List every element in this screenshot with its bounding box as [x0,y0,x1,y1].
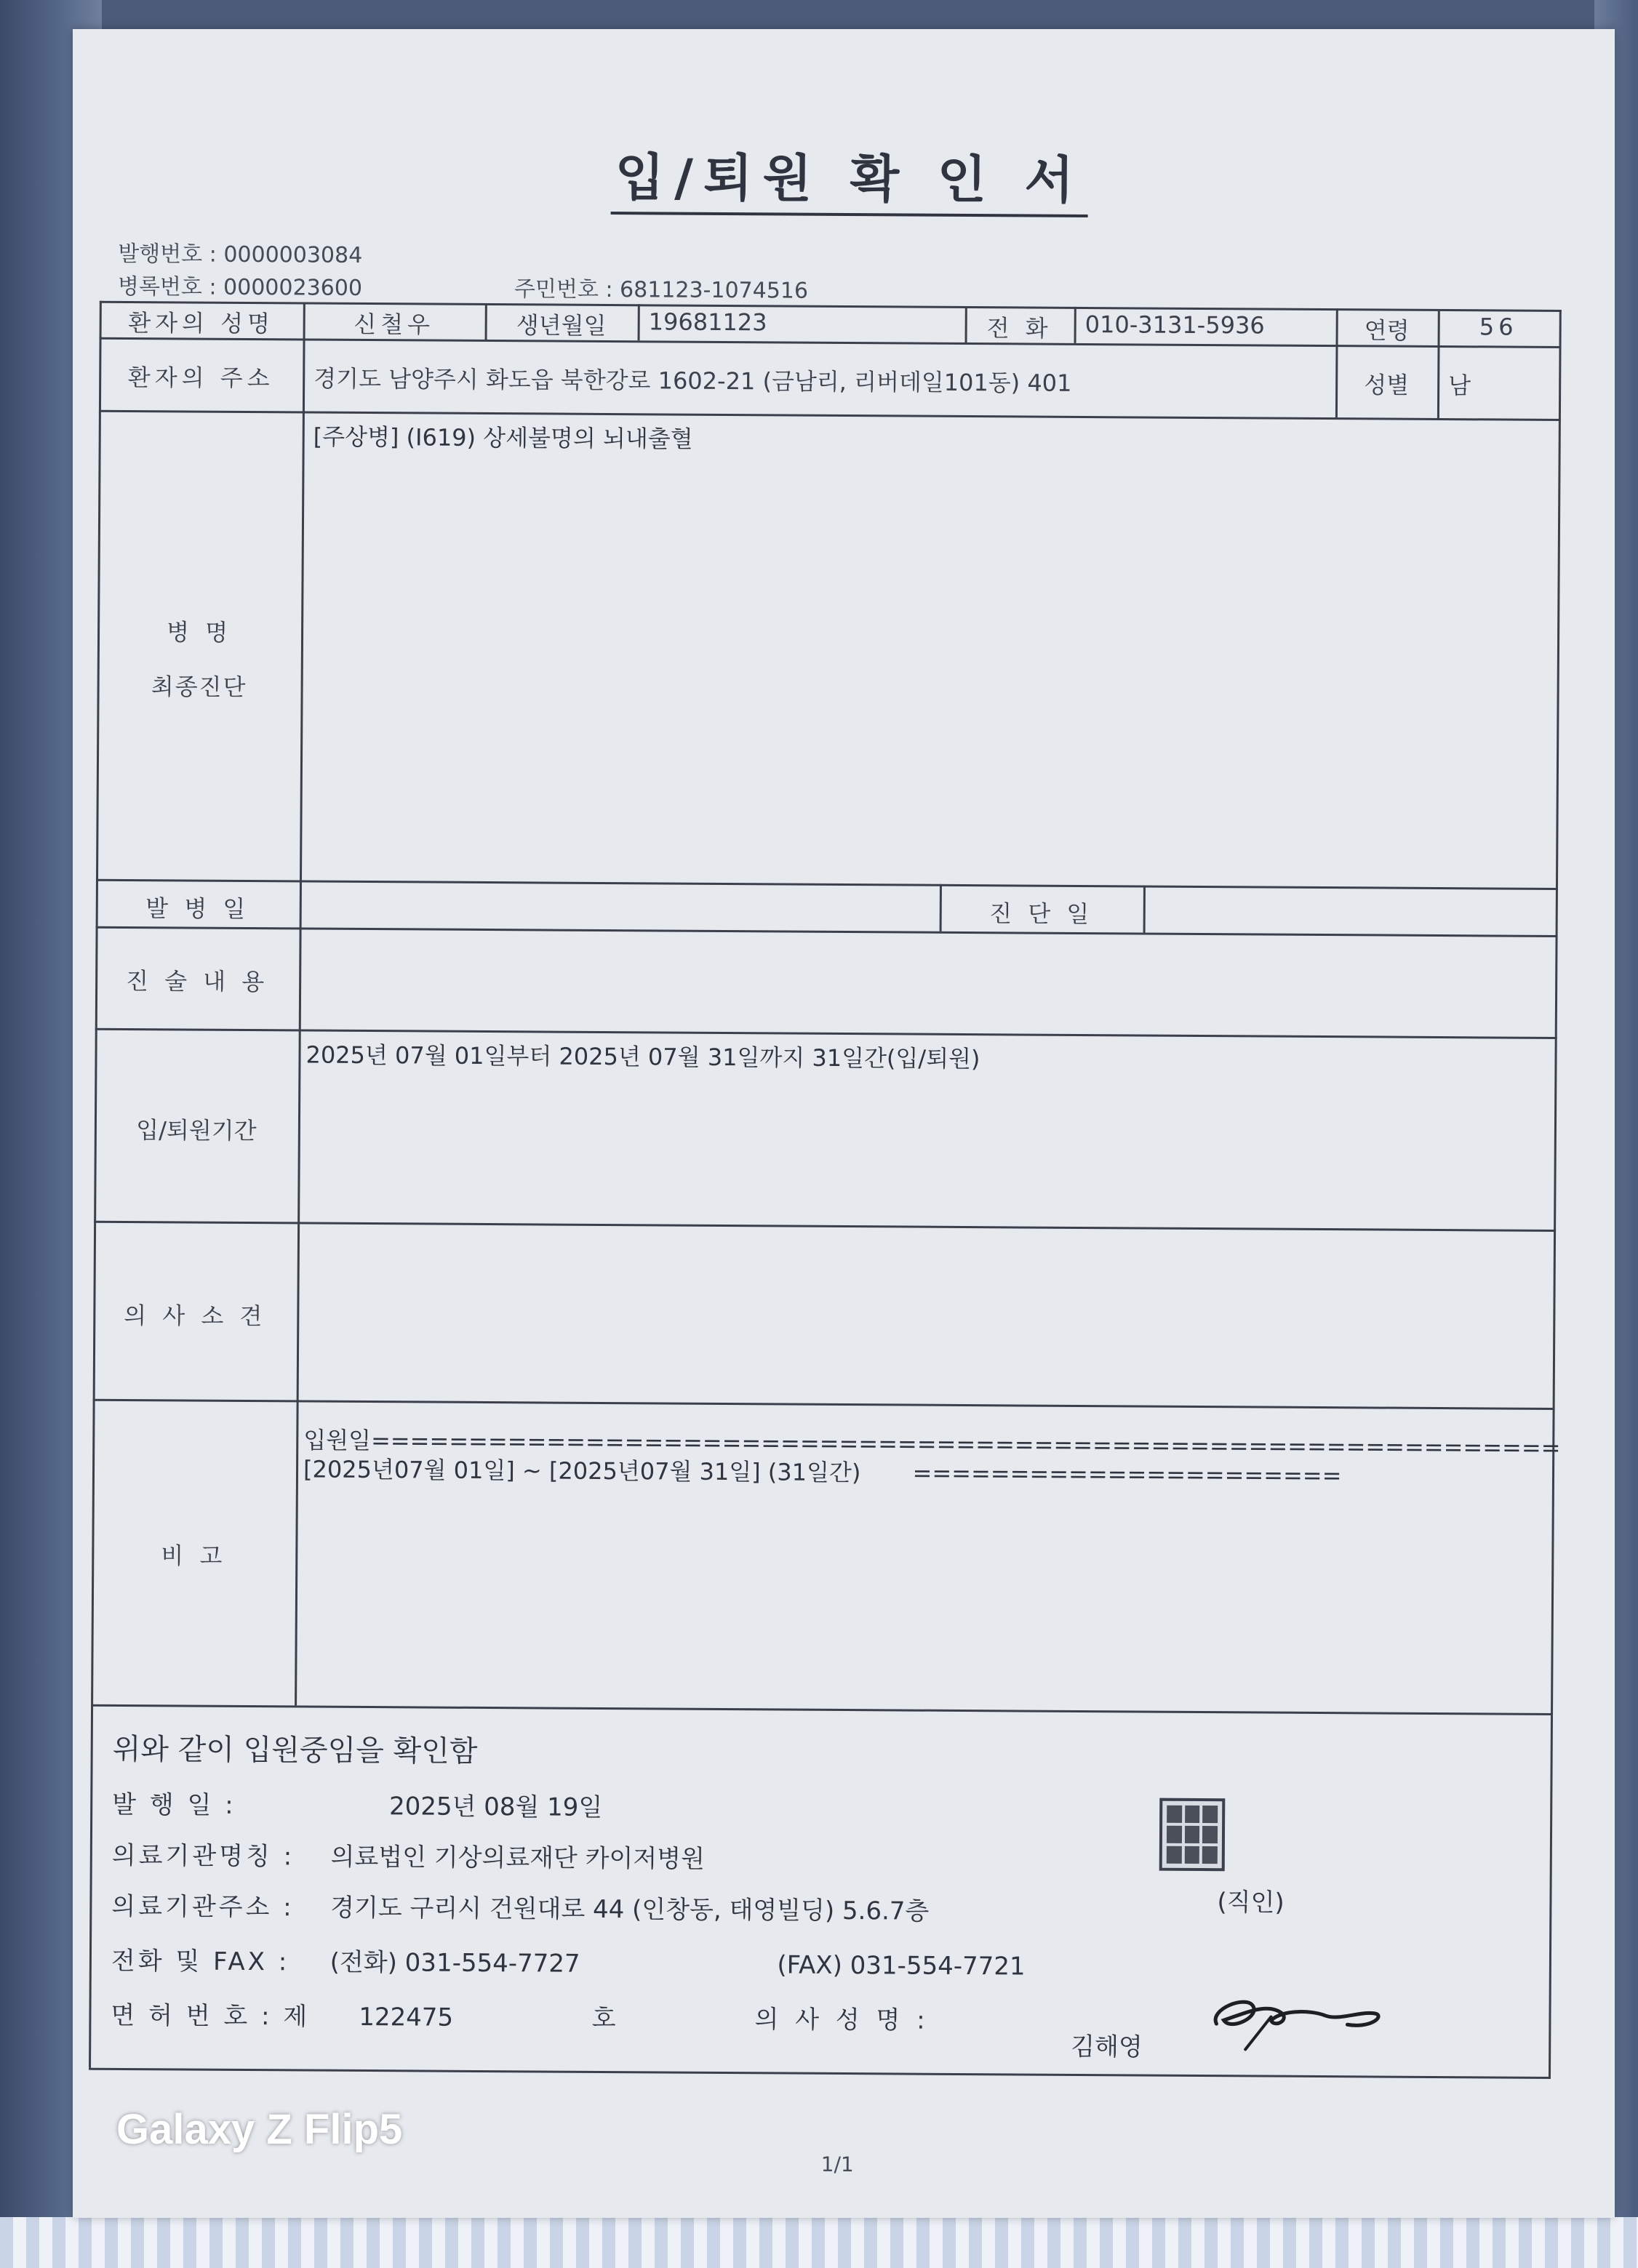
issue-number: 발행번호 : 0000003084 [118,241,363,268]
license-label: 면 허 번 호 : 제 [111,2000,311,2032]
table-line [96,879,1558,890]
issue-date-row [112,1784,602,1823]
patient-address: 경기도 남양주시 화도읍 북한강로 1602-21 (금남리, 리버데일101동) 401 [313,364,1072,397]
patient-address-label: 환자의 주소 [127,363,274,393]
institution-name: 의료법인 기상의료재단 카이저병원 [330,1842,706,1874]
remarks-label: 비 고 [161,1542,227,1570]
onset-date-label: 발 병 일 [145,894,250,923]
background-checked-cloth [0,2217,1638,2268]
institution-row [112,1835,705,1875]
doctor-name-label: 의 사 성 명 : [754,2005,930,2035]
phone-fax-label: 전화 및 FAX : [111,1946,290,1977]
document-content [66,25,1621,2223]
institution-phone: (전화) 031-554-7727 [329,1947,580,1979]
institution-label: 의료기관명칭 : [111,1840,295,1872]
table-line [638,304,640,340]
license-suffix: 호 [591,2003,616,2034]
patient-age: 56 [1479,313,1518,341]
document-title: 입/퇴원 확 인 서 [79,134,1621,217]
diagnosis-date-label: 진 단 일 [989,899,1094,929]
phone-fax-row [111,1941,1026,1982]
remarks-line-1: 입원일============================================================= [303,1426,1561,1462]
institution-address-row [111,1886,929,1927]
admission-period-label: 입/퇴원기간 [136,1116,257,1145]
table-line [96,926,1558,937]
page-number: 1/1 [820,2152,854,2177]
license-number: 122475 [359,2002,454,2032]
document-paper [73,29,1615,2218]
birth-date-label: 생년월일 [516,311,607,340]
doctor-name: 김해영 [1071,2032,1143,2062]
table-line [89,301,102,2068]
table-line [1549,310,1562,2077]
statement-label: 진 술 내 용 [125,966,269,996]
record-number: 병록번호 : 0000023600 [117,273,363,301]
issue-date-label: 발 행 일 : [112,1790,236,1820]
confirmation-statement: 위와 같이 입원중임을 확인함 [112,1732,478,1768]
admission-period: 2025년 07월 01일부터 2025년 07월 31일까지 31일간(입/퇴원) [305,1041,980,1073]
patient-name: 신철우 [353,310,435,339]
diagnosis-text: [주상병] (I619) 상세불명의 뇌내출혈 [313,422,693,453]
table-line [295,302,305,1705]
table-line [91,1704,1553,1715]
table-line [93,1399,1555,1410]
table-line [89,2068,1551,2079]
doctor-opinion-label: 의 사 소 견 [124,1301,267,1331]
birth-date: 19681123 [648,308,767,337]
institution-address: 경기도 구리시 건원대로 44 (인창동, 태영빌딩) 5.6.7층 [330,1893,930,1926]
phone-label: 전 화 [986,314,1052,342]
signature-icon [1202,1980,1391,2054]
institution-address-label: 의료기관주소 : [111,1891,295,1923]
license-row [111,1995,929,2036]
table-line [1143,886,1146,933]
patient-record-table [100,301,1562,1570]
issue-date: 2025년 08월 19일 [388,1792,603,1822]
final-diagnosis-label: 최종진단 [151,673,247,701]
patient-phone: 010-3131-5936 [1084,310,1265,340]
official-seal-icon [1159,1798,1226,1872]
institution-fax: (FAX) 031-554-7721 [777,1950,1026,1982]
age-label: 연령 [1364,316,1410,345]
sex-label: 성별 [1364,371,1410,399]
patient-sex: 남 [1448,372,1471,400]
table-line [1074,307,1076,343]
table-line [94,1221,1556,1232]
remarks-line-2: [2025년07월 01일] ~ [2025년07월 31일] (31일간) ====================== [303,1455,1342,1490]
seal-label: (직인) [1217,1888,1285,1918]
device-watermark: Galaxy Z Flip5 [116,2106,403,2153]
diagnosis-label: 병 명 [166,618,233,646]
resident-number: 주민번호 : 681123-1074516 [514,276,809,304]
patient-name-label: 환자의 성명 [128,308,275,338]
